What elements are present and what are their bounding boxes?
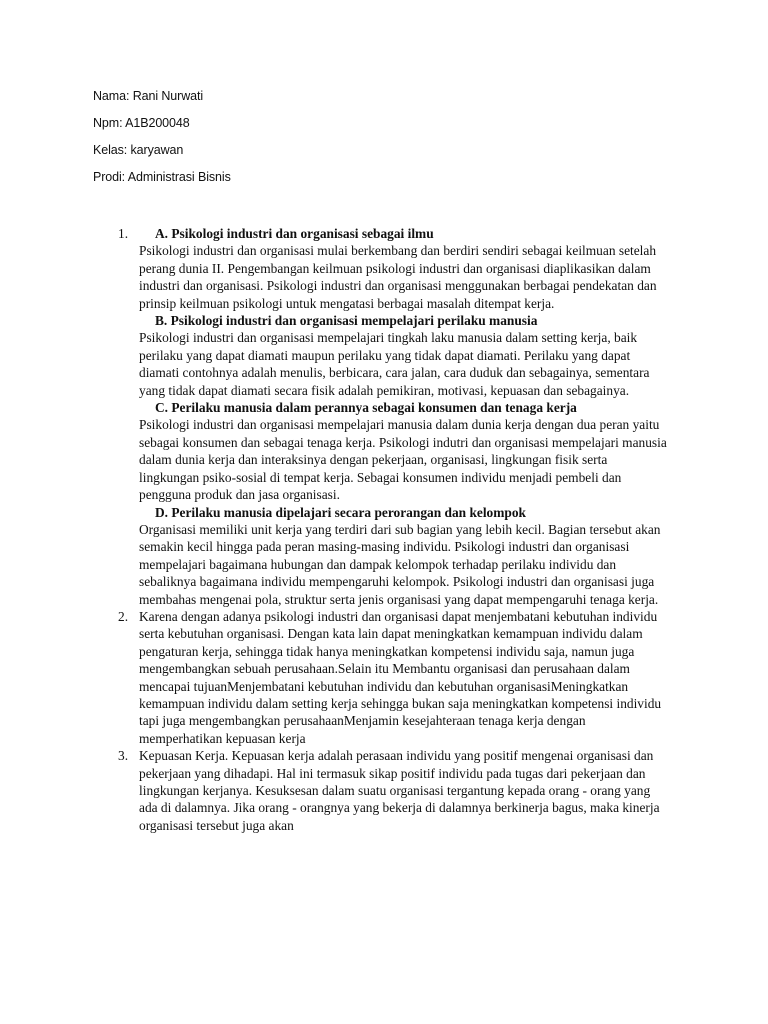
section-text-a: Psikologi industri dan organisasi mulai berkembang dan berdiri sendiri sebagai keilmuan setelah perang dunia II. Pengembangan keilmuan psikologi industri dan organisasi diaplikasikan dalam industri dan organisasi. Psikologi industri dan organisasi menggunakan berbagai pendekatan dan prinsip keilmuan psikologi untuk mengatasi berbagai masalah ditempat kerja.	[139, 243, 657, 311]
list-item-body	[139, 747, 667, 834]
section-text-d: Organisasi memiliki unit kerja yang terdiri dari sub bagian yang lebih kecil. Bagian tersebut akan semakin kecil hingga pada peran masing-masing individu. Psikologi industri dan organisasi mempelajari bagaimana hubungan dan dampak kelompok terhadap perilaku individu dan sebaliknya bagaimana individu mempengaruhi kelompok. Psikologi industri dan organisasi juga membahas mengenai pola, struktur serta jenis organisasi yang dapat mempengaruhi tenaga kerja.	[139, 521, 661, 607]
list-item-body	[139, 225, 667, 608]
section-heading-c: C. Perilaku manusia dalam perannya sebagai konsumen dan tenaga kerja	[155, 400, 577, 416]
section-text-b: Psikologi industri dan organisasi mempelajari tingkah laku manusia dalam setting kerja, baik perilaku yang dapat diamati maupun perilaku yang tidak dapat diamati. Perilaku yang dapat diamati contohnya adalah menulis, berbicara, cara jalan, cara duduk dan sebagainya, sementara yang tidak dapat diamati secara fisik adalah pemikiran, motivasi, kepuasan dan sebagainya.	[139, 330, 650, 398]
section-text-c: Psikologi industri dan organisasi mempelajari manusia dalam dunia kerja dengan dua peran yaitu sebagai konsumen dan sebagai tenaga kerja. Psikologi indutri dan organisasi mempelajari manusia dalam dunia kerja dan interaksinya dengan pekerjaan, organisasi, lingkungan fisik serta lingkungan psiko-sosial di tempat kerja. Sebagai konsumen individu menjadi pembeli dan pengguna produk dan jasa organisasi.	[139, 417, 667, 503]
list-number: 3.	[118, 748, 129, 764]
header-npm: Npm: A1B200048	[93, 116, 190, 130]
section-heading-a: A. Psikologi industri dan organisasi sebagai ilmu	[155, 226, 434, 241]
list-item-2	[0, 608, 768, 747]
list-item-1	[0, 225, 768, 608]
list-number: 1.	[118, 226, 129, 241]
item-text: Kepuasan Kerja. Kepuasan kerja adalah perasaan individu yang positif mengenai organisasi dan pekerjaan yang dihadapi. Hal ini termasuk sikap positif individu pada tugas dari pekerjaan dan lingkungan kerjanya. Kesuksesan dalam suatu organisasi tergantung kepada orang - orang yang ada di dalamnya. Jika orang - orangnya yang bekerja di dalamnya berkinerja bagus, maka kinerja organisasi tersebut juga akan	[139, 748, 660, 833]
list-number: 2.	[118, 608, 129, 624]
answer-list	[0, 225, 768, 834]
header-nama: Nama: Rani Nurwati	[93, 89, 204, 103]
list-item-3	[0, 747, 768, 834]
section-heading-d: D. Perilaku manusia dipelajari secara perorangan dan kelompok	[155, 504, 526, 520]
header-kelas: Kelas: karyawan	[93, 143, 184, 157]
section-heading-b: B. Psikologi industri dan organisasi mempelajari perilaku manusia	[155, 313, 538, 329]
item-text: Karena dengan adanya psikologi industri dan organisasi dapat menjembatani kebutuhan individu serta kebutuhan organisasi. Dengan kata lain dapat meningkatkan kemampuan individu dalam pengaturan kerja, sehingga tidak hanya meningkatkan kompetensi individu saja, namun juga mengembangkan sebuah perusahaan.Selain itu Membantu organisasi dan perusahaan dalam mencapai tujuanMenjembatani kebutuhan individu dan kebutuhan organisasiMeningkatkan kemampuan individu dalam setting kerja sehingga bukan saja meningkatkan kompetensi individu tapi juga mengembangkan perusahaanMenjamin kesejahteraan tenaga kerja dengan memperhatikan kepuasan kerja	[139, 608, 662, 746]
header-prodi: Prodi: Administrasi Bisnis	[93, 170, 231, 184]
list-item-body	[139, 608, 667, 747]
